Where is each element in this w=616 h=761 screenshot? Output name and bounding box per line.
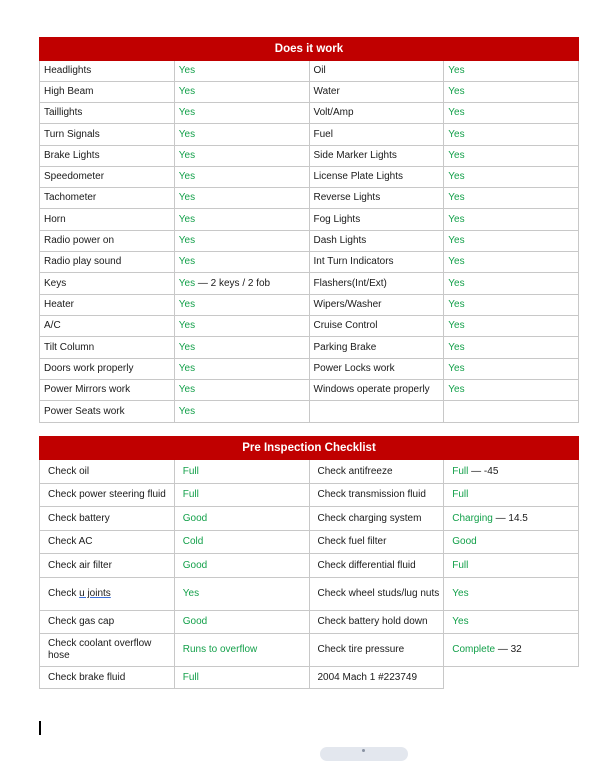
item-label: Parking Brake [309, 337, 444, 359]
table-row [40, 507, 579, 531]
item-status [444, 103, 579, 124]
table-row [40, 634, 579, 667]
check-label: Check battery hold down [309, 611, 444, 634]
check-result [174, 460, 309, 484]
check-result-value: Full [182, 489, 199, 500]
item-label: High Beam [40, 82, 175, 103]
item-status-value: Yes [448, 235, 465, 246]
check-result [444, 634, 579, 667]
item-status-value: Yes [178, 320, 196, 331]
check-label: Check transmission fluid [309, 484, 444, 507]
item-status-value: Yes [178, 171, 196, 182]
scroll-indicator[interactable] [320, 747, 408, 761]
check-result [444, 667, 579, 689]
check-result-value: Runs to overflow [182, 644, 258, 655]
item-label: Speedometer [40, 167, 175, 188]
item-status [174, 316, 309, 337]
item-status [444, 231, 579, 252]
item-status-value: Yes [178, 341, 196, 353]
item-status [444, 316, 579, 337]
item-status-value: Yes [178, 277, 196, 289]
item-label: Keys [40, 273, 175, 295]
item-label: Side Marker Lights [309, 146, 444, 167]
table-row [40, 103, 579, 124]
check-result-value: Good [182, 616, 208, 627]
item-status-value: Yes [178, 150, 196, 161]
check-result-value: Full [452, 465, 469, 477]
table-row [40, 337, 579, 359]
check-result-value: Good [182, 559, 208, 571]
item-label: Taillights [40, 103, 175, 124]
check-result [174, 554, 309, 578]
item-status [444, 167, 579, 188]
item-status [444, 188, 579, 209]
does-it-work-table [39, 37, 579, 423]
table-row [40, 188, 579, 209]
item-status [174, 146, 309, 167]
item-status [174, 337, 309, 359]
item-status [444, 146, 579, 167]
item-label: Volt/Amp [309, 103, 444, 124]
check-result [444, 554, 579, 578]
item-status [444, 252, 579, 273]
item-label: Flashers(Int/Ext) [309, 273, 444, 295]
check-label: 2004 Mach 1 #223749 [309, 667, 444, 689]
check-result [444, 578, 579, 611]
item-status-value: Yes [178, 192, 196, 203]
item-label: Windows operate properly [309, 380, 444, 401]
check-result-value: Cold [182, 536, 204, 547]
item-status [444, 82, 579, 103]
item-status-value: Yes [448, 192, 465, 203]
check-result-note: — 32 [495, 644, 522, 655]
item-status [444, 209, 579, 231]
check-label: Check power steering fluid [40, 484, 175, 507]
check-result-value: Full [182, 671, 199, 683]
item-status-value: Yes [448, 363, 465, 374]
item-status [174, 124, 309, 146]
item-status-value: Yes [178, 384, 196, 395]
item-status-value: Yes [448, 277, 465, 289]
item-status-value: Yes [448, 256, 465, 267]
table-row [40, 273, 579, 295]
check-result-value: Full [452, 559, 469, 571]
item-status [444, 295, 579, 316]
table-row [40, 401, 579, 423]
item-status-value: Yes [448, 213, 465, 225]
item-status [444, 401, 579, 423]
check-result-note: — -45 [468, 465, 499, 477]
table-row [40, 82, 579, 103]
item-status [174, 401, 309, 423]
does-it-work-title: Does it work [40, 38, 579, 61]
item-status [174, 231, 309, 252]
check-label: Check differential fluid [309, 554, 444, 578]
item-label: Heater [40, 295, 175, 316]
check-result [174, 507, 309, 531]
item-label: Oil [309, 61, 444, 82]
item-status-value: Yes [448, 384, 465, 395]
table-row [40, 167, 579, 188]
item-label: Horn [40, 209, 175, 231]
check-result-value: Yes [452, 588, 469, 599]
item-status [174, 188, 309, 209]
pre-inspection-table [39, 436, 579, 689]
check-result [444, 507, 579, 531]
check-result [174, 611, 309, 634]
item-status [174, 273, 309, 295]
item-status [444, 273, 579, 295]
table-row [40, 578, 579, 611]
check-result-value: Complete [452, 644, 496, 655]
item-status [444, 124, 579, 146]
item-label: Power Locks work [309, 359, 444, 380]
check-result-note: — 14.5 [492, 512, 528, 524]
item-status-value: Yes [448, 320, 465, 331]
item-status-value: Yes [178, 128, 196, 140]
item-label: Fog Lights [309, 209, 444, 231]
table-row [40, 484, 579, 507]
item-status [174, 252, 309, 273]
item-label: A/C [40, 316, 175, 337]
check-label: Check wheel studs/lug nuts [309, 578, 444, 611]
item-status-value: Yes [178, 235, 196, 246]
item-status-value: Yes [448, 128, 465, 140]
check-label: Check battery [40, 507, 175, 531]
table-row [40, 61, 579, 82]
item-status-value: Yes [448, 341, 465, 353]
check-label: Check u joints [40, 578, 175, 611]
check-label: Check charging system [309, 507, 444, 531]
table-row [40, 531, 579, 554]
check-label: Check gas cap [40, 611, 175, 634]
check-result [174, 531, 309, 554]
item-label: Fuel [309, 124, 444, 146]
spellcheck-underline: u joints [79, 588, 111, 599]
check-result-value: Full [182, 465, 199, 477]
check-result [174, 634, 309, 667]
item-status [444, 61, 579, 82]
item-status-value: Yes [448, 299, 465, 310]
check-result-value: Yes [452, 616, 469, 627]
item-status [444, 359, 579, 380]
table-row [40, 460, 579, 484]
table-row [40, 380, 579, 401]
table-row [40, 231, 579, 252]
item-label: Tachometer [40, 188, 175, 209]
check-result-value: Good [452, 536, 477, 547]
item-status-note: — 2 keys / 2 fob [195, 277, 271, 289]
check-result-value: Yes [182, 588, 200, 599]
item-label: Tilt Column [40, 337, 175, 359]
item-status [174, 103, 309, 124]
item-status-value: Yes [178, 363, 196, 374]
check-label: Check fuel filter [309, 531, 444, 554]
check-result [174, 667, 309, 689]
item-label: Radio play sound [40, 252, 175, 273]
item-label: Doors work properly [40, 359, 175, 380]
table-row [40, 146, 579, 167]
item-label: Water [309, 82, 444, 103]
item-label: License Plate Lights [309, 167, 444, 188]
table-row [40, 209, 579, 231]
item-label: Turn Signals [40, 124, 175, 146]
check-label: Check coolant overflow hose [40, 634, 175, 667]
item-status-value: Yes [178, 65, 196, 76]
check-result [444, 460, 579, 484]
item-label: Power Seats work [40, 401, 175, 423]
item-status-value: Yes [448, 107, 465, 118]
item-label: Radio power on [40, 231, 175, 252]
item-label: Wipers/Washer [309, 295, 444, 316]
item-status [174, 380, 309, 401]
table-row [40, 252, 579, 273]
table-row [40, 316, 579, 337]
table-row [40, 667, 579, 689]
item-status-value: Yes [178, 107, 196, 118]
check-label: Check air filter [40, 554, 175, 578]
table-row [40, 359, 579, 380]
item-status [174, 82, 309, 103]
text-cursor [39, 721, 41, 735]
table-row [40, 554, 579, 578]
item-status [444, 380, 579, 401]
check-result [444, 484, 579, 507]
pre-inspection-title: Pre Inspection Checklist [40, 437, 579, 460]
item-label: Reverse Lights [309, 188, 444, 209]
check-result-value: Good [182, 512, 208, 524]
item-label: Int Turn Indicators [309, 252, 444, 273]
item-status [174, 61, 309, 82]
item-status [174, 167, 309, 188]
scroll-dot-icon [362, 749, 365, 752]
item-status-value: Yes [178, 405, 196, 417]
item-label: Brake Lights [40, 146, 175, 167]
item-status [174, 295, 309, 316]
item-status-value: Yes [448, 65, 465, 76]
item-status-value: Yes [448, 171, 465, 182]
check-result-value: Charging [452, 512, 493, 524]
table-row [40, 611, 579, 634]
check-label: Check oil [40, 460, 175, 484]
check-result [174, 578, 309, 611]
item-label: Power Mirrors work [40, 380, 175, 401]
check-result [444, 611, 579, 634]
item-status-value: Yes [178, 86, 196, 97]
item-label: Cruise Control [309, 316, 444, 337]
check-label: Check antifreeze [309, 460, 444, 484]
check-result [174, 484, 309, 507]
item-status [174, 359, 309, 380]
item-status [444, 337, 579, 359]
item-label: Dash Lights [309, 231, 444, 252]
item-status-value: Yes [178, 256, 196, 267]
check-result [444, 531, 579, 554]
item-status-value: Yes [178, 213, 196, 225]
item-label: Headlights [40, 61, 175, 82]
table-row [40, 124, 579, 146]
item-label [309, 401, 444, 423]
item-status-value: Yes [178, 299, 196, 310]
item-status-value: Yes [448, 150, 465, 161]
item-status-value: Yes [448, 86, 465, 97]
item-status [174, 209, 309, 231]
check-label: Check AC [40, 531, 175, 554]
check-result-value: Full [452, 489, 469, 500]
check-label: Check tire pressure [309, 634, 444, 667]
check-label: Check brake fluid [40, 667, 175, 689]
table-row [40, 295, 579, 316]
